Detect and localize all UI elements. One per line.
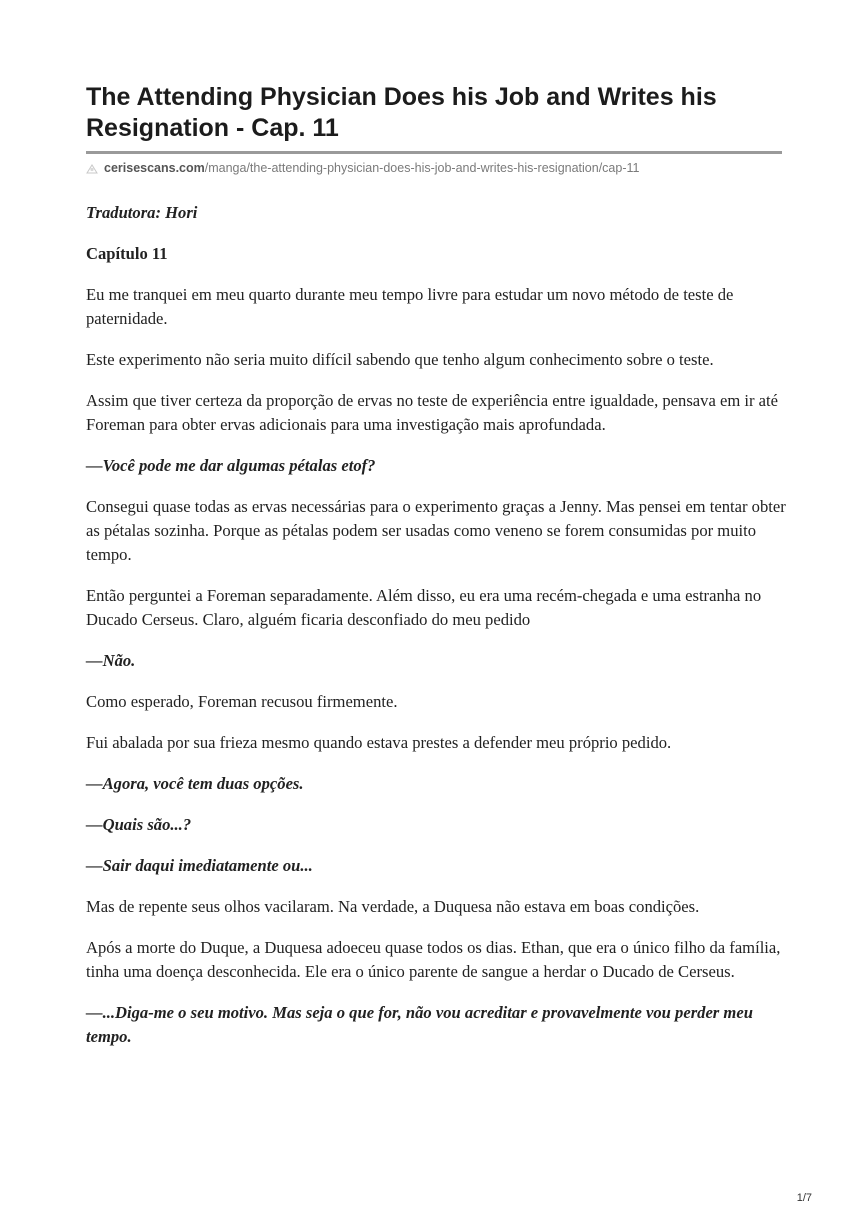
paragraph: Então perguntei a Foreman separadamente. Além disso, eu era uma recém-chegada e uma estranha no Ducado Cerseus. Claro, alguém ficaria desconfiado do meu pedido xyxy=(86,586,762,629)
page-title: The Attending Physician Does his Job and Writes his Resignation - Cap. 11 xyxy=(86,83,717,142)
title-divider xyxy=(86,151,782,154)
paragraph: Este experimento não seria muito difícil sabendo que tenho algum conhecimento sobre o teste. xyxy=(86,350,714,369)
dialogue-line: —Sair daqui imediatamente ou... xyxy=(86,856,313,875)
paragraph: Fui abalada por sua frieza mesmo quando estava prestes a defender meu próprio pedido. xyxy=(86,733,672,752)
paragraph: Assim que tiver certeza da proporção de ervas no teste de experiência entre igualdade, pensava em ir até Foreman para obter ervas adicionais para uma investigação mais aprofundada. xyxy=(86,391,779,434)
page-number: 1/7 xyxy=(796,1192,812,1204)
paragraph: Após a morte do Duque, a Duquesa adoeceu quase todos os dias. Ethan, que era o único filho da família, tinha uma doença desconhecida. Ele era o único parente de sangue a herdar o Ducado de Cerseus. xyxy=(86,938,781,981)
dialogue-line: —Quais são...? xyxy=(86,815,192,834)
dialogue-line: —Agora, você tem duas opções. xyxy=(86,774,304,793)
dialogue-line: —...Diga-me o seu motivo. Mas seja o que for, não vou acreditar e provavelmente vou perder meu tempo. xyxy=(86,1003,753,1046)
paragraph: Consegui quase todas as ervas necessárias para o experimento graças a Jenny. Mas pensei em tentar obter as pétalas sozinha. Porque as pétalas podem ser usadas como veneno se forem consumidas por muito tempo. xyxy=(86,497,786,564)
source-path: /manga/the-attending-physician-does-his-job-and-writes-his-resignation/cap-11 xyxy=(204,161,640,175)
dialogue-line: —Não. xyxy=(86,651,136,670)
dialogue-line: —Você pode me dar algumas pétalas etof? xyxy=(86,456,376,475)
source-url[interactable] xyxy=(86,160,782,176)
chapter-heading: Capítulo 11 xyxy=(86,244,168,263)
source-domain: cerisescans.com xyxy=(104,161,205,175)
translator-credit: Tradutora: Hori xyxy=(86,203,198,222)
paragraph: Eu me tranquei em meu quarto durante meu tempo livre para estudar um novo método de teste de paternidade. xyxy=(86,285,734,328)
paragraph: Como esperado, Foreman recusou firmemente. xyxy=(86,692,398,711)
paragraph: Mas de repente seus olhos vacilaram. Na verdade, a Duquesa não estava em boas condições. xyxy=(86,897,700,916)
article-body xyxy=(86,201,786,1066)
favicon-icon xyxy=(86,162,98,174)
